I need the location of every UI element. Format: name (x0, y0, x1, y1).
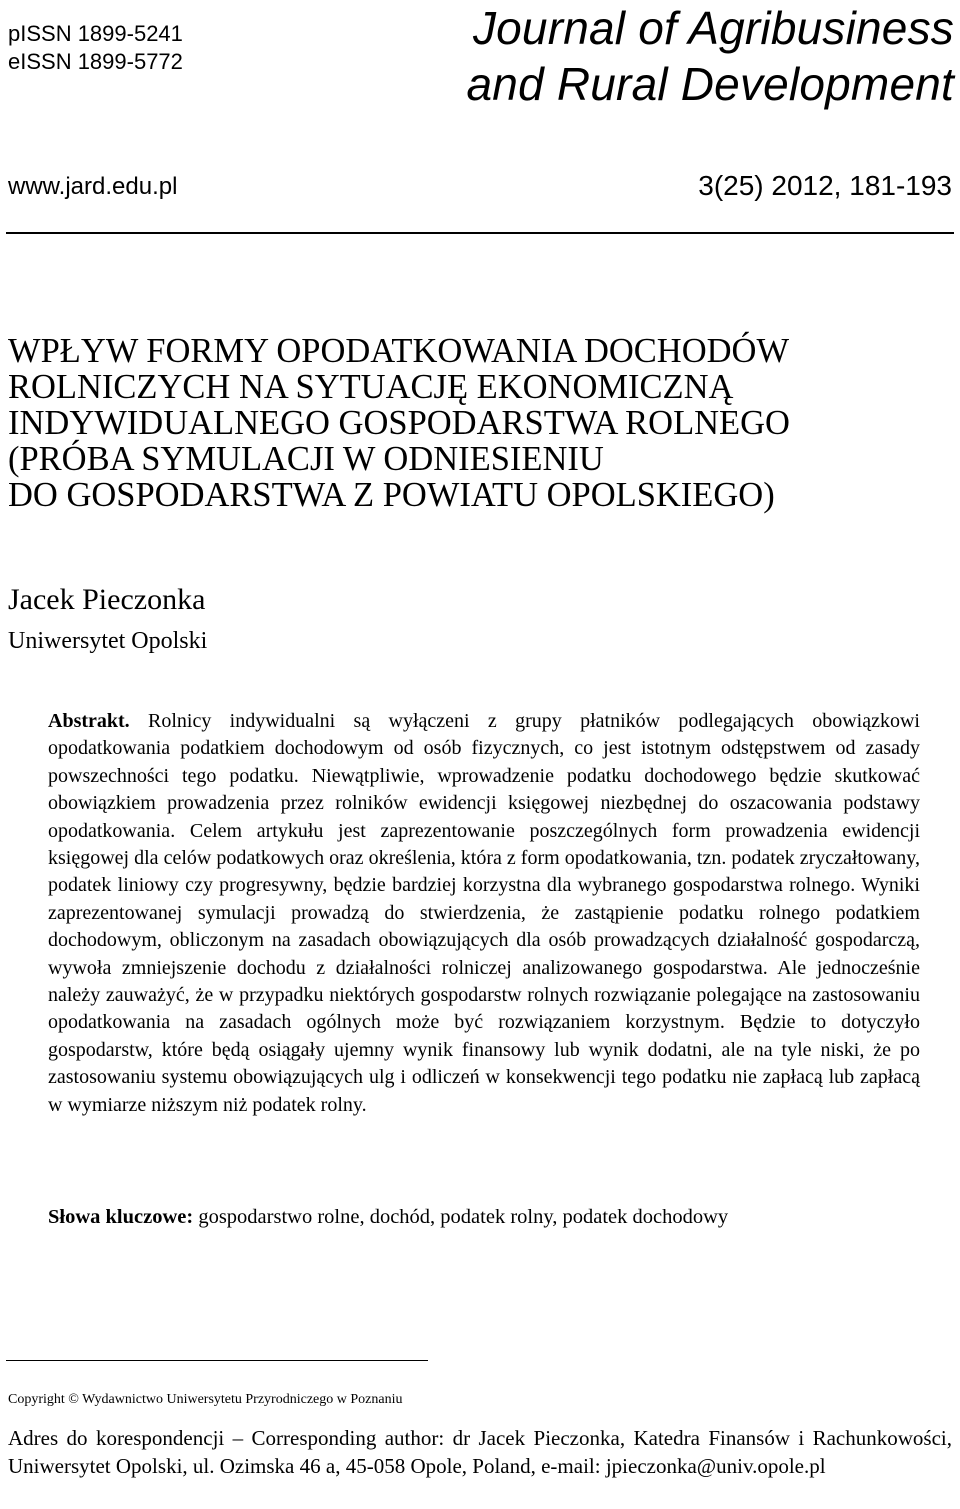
eissn: eISSN 1899-5772 (8, 49, 183, 74)
abstract-label: Abstrakt. (48, 710, 130, 732)
journal-title-line-2: and Rural Development (466, 58, 954, 110)
abstract (48, 708, 920, 1119)
footnote-divider (6, 1360, 428, 1361)
journal-website: www.jard.edu.pl (8, 173, 178, 200)
author-name: Jacek Pieczonka (8, 583, 206, 616)
pissn: pISSN 1899-5241 (8, 21, 183, 46)
author-affiliation: Uniwersytet Opolski (8, 628, 208, 654)
title-line: ROLNICZYCH NA SYTUACJĘ EKONOMICZNĄ (8, 368, 734, 406)
keywords-text: gospodarstwo rolne, dochód, podatek rolny, podatek dochodowy (198, 1206, 729, 1228)
article-title (8, 333, 953, 513)
header-divider (6, 232, 954, 234)
copyright-notice: Copyright © Wydawnictwo Uniwersytetu Przyrodniczego w Poznaniu (8, 1392, 403, 1407)
title-line: (PRÓBA SYMULACJI W ODNIESIENIU (8, 440, 604, 478)
title-line: DO GOSPODARSTWA Z POWIATU OPOLSKIEGO) (8, 476, 775, 514)
title-line: INDYWIDUALNEGO GOSPODARSTWA ROLNEGO (8, 404, 790, 442)
issn-block (8, 20, 183, 76)
title-line: WPŁYW FORMY OPODATKOWANIA DOCHODÓW (8, 332, 790, 370)
abstract-text: Rolnicy indywidualni są wyłączeni z grupy płatników podlegających obowiązkowi opodatkowania podatkiem dochodowym od osób fizycznych, co jest istotnym odstępstwem od zasady powszechności tego podatku. Niewątpliwie, wprowadzenie podatku dochodowego będzie skutkować obowiązkiem prowadzenia przez rolników ewidencji księgowej niezbędnej do oszacowania podstawy opodatkowania. Celem artykułu jest zaprezentowanie poszczególnych form prowadzenia ewidencji księgowej dla celów podatkowych oraz określenia, która z form opodatkowania, tzn. podatek zryczałtowany, podatek liniowy czy progresywny, będzie bardziej korzystna dla wybranego gospodarstwa rolnego. Wyniki zaprezentowanej symulacji prowadzą do stwierdzenia, że zastąpienie podatku rolnego podatkiem dochodowym, obliczonym na zasadach obowiązujących dla osób prowadzących działalność gospodarczą, wywoła zmniejszenie dochodu z działalności rolniczej analizowanego gospodarstwa. Ale jednocześnie należy zauważyć, że w przypadku niektórych gospodarstw rolnych rozwiązanie polegające na zastosowaniu opodatkowania na zasadach ogólnych może być rozwiązaniem korzystnym. Będzie to dotyczyło gospodarstw, które będą osiągały ujemny wynik finansowy lub wynik dodatni, ale na tyle niski, że po zastosowaniu systemu obowiązujących ulg i odliczeń w konsekwencji tego podatku nie zapłacą lub zapłacą w wymiarze niższym niż podatek rolny. (48, 710, 920, 1116)
keywords (48, 1204, 928, 1230)
journal-title-line-1: Journal of Agribusiness (472, 2, 954, 54)
journal-title (467, 0, 954, 112)
correspondence-address: Adres do korespondencji – Corresponding author: dr Jacek Pieczonka, Katedra Finansów i Rachunkowości, Uniwersytet Opolski, ul. Ozimska 46 a, 45-058 Opole, Poland, e-mail: jpieczonka@univ.opole.pl (8, 1426, 952, 1478)
issue-pages: 3(25) 2012, 181-193 (698, 170, 952, 201)
keywords-label: Słowa kluczowe: (48, 1206, 194, 1228)
